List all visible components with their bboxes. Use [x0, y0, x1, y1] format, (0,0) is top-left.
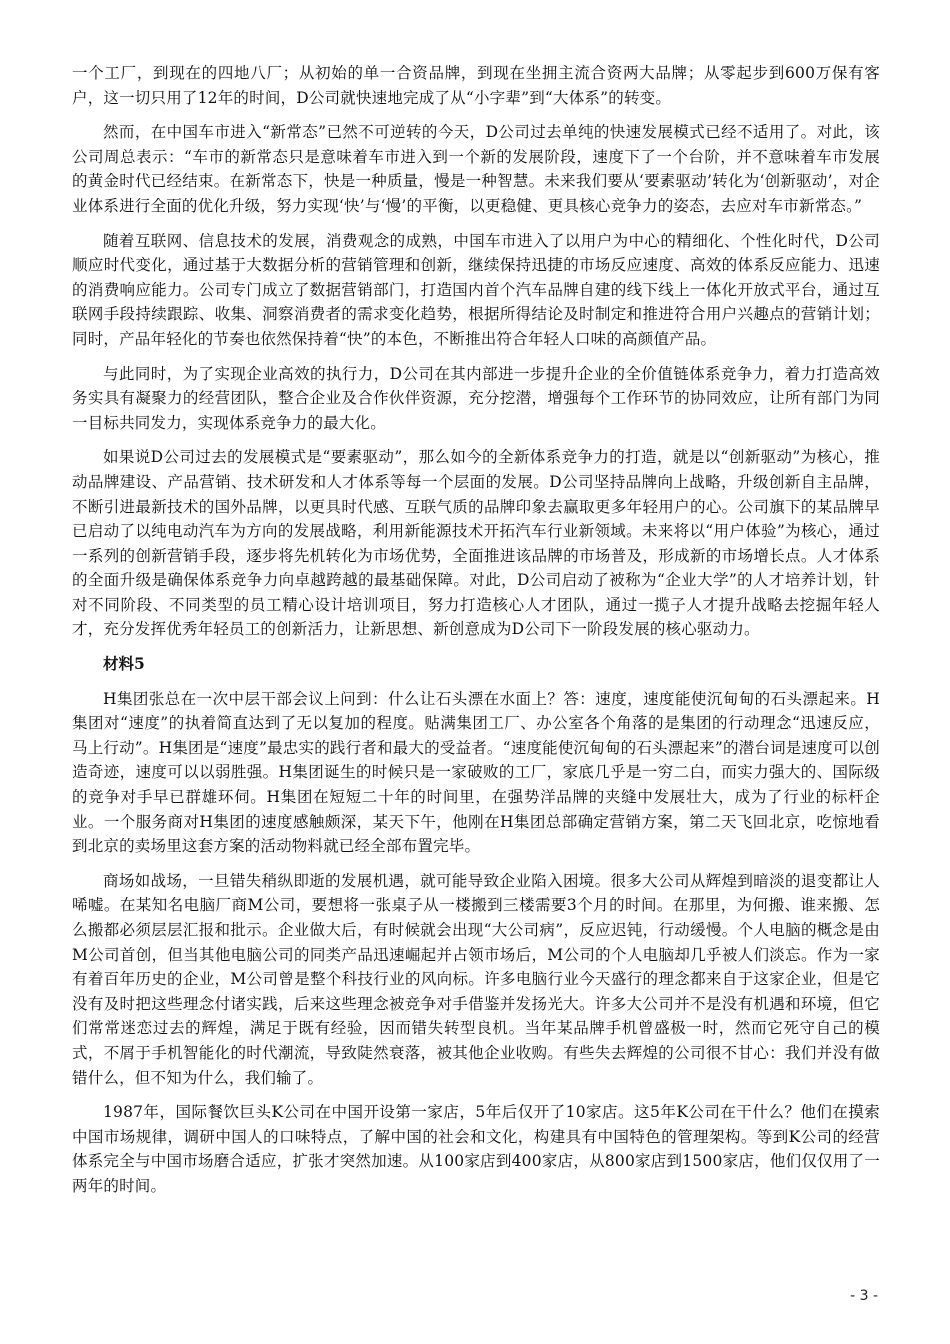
paragraph-2: 然而，在中国车市进入“新常态”已然不可逆转的今天，D公司过去单纯的快速发展模式已经不适用了。对此，该公司周总表示：“车市的新常态只是意味着车市进入到一个新的发展阶段，速度下了一个台阶，并不意味着车市发展的黄金时代已经结束。在新常态下，快是一种质量，慢是一种智慧。未来我们要从‘要素驱动’转化为‘创新驱动’，对企业体系进行全面的优化升级，努力实现‘快’与‘慢’的平衡，以更稳健、更具核心竞争力的姿态，去应对车市新常态。”	[72, 123, 880, 215]
page-number: - 3 -	[850, 1288, 878, 1304]
paragraph-5: 如果说D公司过去的发展模式是“要素驱动”，那么如今的全新体系竞争力的打造，就是以“创新驱动”为核心，推动品牌建设、产品营销、技术研发和人才体系等每一个层面的发展。D公司坚持品牌向上战略，升级创新自主品牌，不断引进最新技术的国外品牌，以更具时代感、互联气质的品牌印象去赢取更多年轻用户的心。公司旗下的某品牌早已启动了以纯电动汽车为方向的发展战略，利用新能源技术开拓汽车行业新领域。未来将以“用户体验”为核心，通过一系列的创新营销手段，逐步将先机转化为市场优势，全面推进该品牌的市场普及，形成新的市场增长点。人才体系的全面升级是确保体系竞争力向卓越跨越的最基础保障。对此，D公司启动了被称为“企业大学”的人才培养计划，针对不同阶段、不同类型的员工精心设计培训项目，努力打造核心人才团队，通过一揽子人才提升战略去挖掘年轻人才，充分发挥优秀年轻员工的创新活力，让新思想、新创意成为D公司下一阶段发展的核心驱动力。	[72, 448, 880, 639]
paragraph-4: 与此同时，为了实现企业高效的执行力，D公司在其内部进一步提升企业的全价值链体系竞争力，着力打造高效务实具有凝聚力的经营团队，整合企业及合作伙伴资源，充分挖潜，增强每个工作环节的协同效应，让所有部门为同一目标共同发力，实现体系竞争力的最大化。	[72, 364, 880, 432]
paragraph-1: 一个工厂，到现在的四地八厂；从初始的单一合资品牌，到现在坐拥主流合资两大品牌；从零起步到600万保有客户，这一切只用了12年的时间，D公司就快速地完成了从“小字辈”到“大体系”的转变。	[72, 64, 880, 107]
section-paragraph-2: 商场如战场，一旦错失稍纵即逝的发展机遇，就可能导致企业陷入困境。很多大公司从辉煌到暗淡的退变都让人唏嘘。在某知名电脑厂商M公司，要想将一张桌子从一楼搬到三楼需要3个月的时间。在那里，为何搬、谁来搬、怎么搬都必须层层汇报和批示。企业做大后，有时候就会出现“大公司病”，反应迟钝，行动缓慢。个人电脑的概念是由M公司首创，但当其他电脑公司的同类产品迅速崛起并占领市场后，M公司的个人电脑却几乎被人们淡忘。作为一家有着百年历史的企业，M公司曾是整个科技行业的风向标。许多电脑行业今天盛行的理念都来自于这家企业，但是它没有及时把这些理念付诸实践，后来这些理念被竞争对手借鉴并发扬光大。许多大公司并不是没有机遇和环境，但它们常常迷恋过去的辉煌，满足于既有经验，因而错失转型良机。当年某品牌手机曾盛极一时，然而它死守自己的模式，不屑于手机智能化的时代潮流，导致陡然衰落，被其他企业收购。有些失去辉煌的公司很不甘心：我们并没有做错什么，但不知为什么，我们输了。	[72, 871, 880, 1087]
section-heading: 材料5	[103, 654, 145, 674]
section-paragraph-1: H集团张总在一次中层干部会议上问到：什么让石头漂在水面上？答：速度，速度能使沉甸甸的石头漂起来。H集团对“速度”的执着简直达到了无以复加的程度。贴满集团工厂、办公室各个角落的是集团的行动理念“迅速反应，马上行动”。H集团是“速度”最忠实的践行者和最大的受益者。“速度能使沉甸甸的石头漂起来”的潜台词是速度可以创造奇迹，速度可以以弱胜强。H集团诞生的时候只是一家破败的工厂，家底几乎是一穷二白，而实力强大的、国际级的竞争对手早已群雄环伺。H集团在短短二十年的时间里，在强势洋品牌的夹缝中发展壮大，成为了行业的标杆企业。一个服务商对H集团的速度感触颇深，某天下午，他刚在H集团总部确定营销方案，第二天飞回北京，吃惊地看到北京的卖场里这套方案的活动物料就已经全部布置完毕。	[72, 689, 880, 856]
section-paragraph-3: 1987年，国际餐饮巨头K公司在中国开设第一家店，5年后仅开了10家店。这5年K公司在干什么？他们在摸索中国市场规律，调研中国人的口味特点，了解中国的社会和文化，构建具有中国特色的管理架构。等到K公司的经营体系完全与中国市场磨合适应，扩张才突然加速。从100家店到400家店，从800家店到1500家店，他们仅仅用了一两年的时间。	[72, 1103, 880, 1195]
paragraph-3: 随着互联网、信息技术的发展，消费观念的成熟，中国车市进入了以用户为中心的精细化、个性化时代，D公司顺应时代变化，通过基于大数据分析的营销管理和创新，继续保持迅捷的市场反应速度、高效的体系反应能力、迅速的消费响应能力。公司专门成立了数据营销部门，打造国内首个汽车品牌自建的线下线上一体化开放式平台，通过互联网手段持续跟踪、收集、洞察消费者的需求变化趋势，根据所得结论及时制定和推进符合用户兴趣点的营销计划；同时，产品年轻化的节奏也依然保持着“快”的本色，不断推出符合年轻人口味的高颜值产品。	[72, 231, 880, 348]
document-page	[72, 61, 880, 1209]
